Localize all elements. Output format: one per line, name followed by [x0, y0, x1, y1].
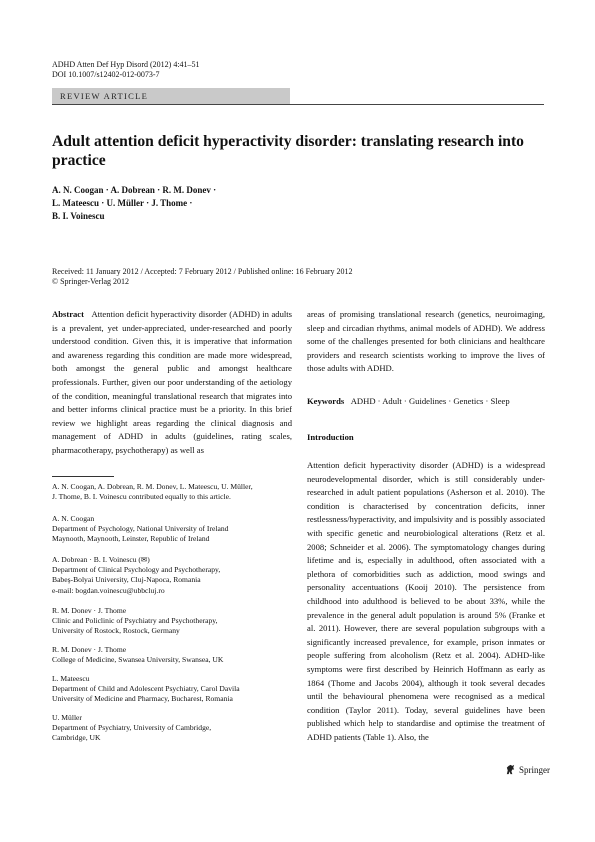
affiliation-line: Department of Clinical Psychology and Psychotherapy,	[52, 565, 221, 575]
affiliation-email: e-mail: bogdan.voinescu@ubbcluj.ro	[52, 585, 165, 595]
header-rule	[52, 104, 544, 105]
abstract-left	[52, 308, 292, 458]
affiliation-line: Maynooth, Maynooth, Leinster, Republic of Ireland	[52, 534, 210, 544]
footnote-rule	[52, 476, 114, 477]
author-line: A. N. Coogan · A. Dobrean · R. M. Donev ·	[52, 185, 217, 195]
affiliation-block	[52, 713, 292, 744]
keywords	[307, 395, 545, 407]
publisher-logo	[505, 764, 550, 775]
affiliation-line: University of Medicine and Pharmacy, Bucharest, Romania	[52, 694, 233, 704]
equal-contribution-note	[52, 482, 292, 502]
article-type-label: REVIEW ARTICLE	[60, 91, 149, 101]
affiliation-line: Cambridge, UK	[52, 733, 101, 743]
abstract-label: Abstract	[52, 309, 84, 319]
affiliation-line: University of Rostock, Rostock, Germany	[52, 626, 180, 636]
introduction-text: Attention deficit hyperactivity disorder (ADHD) is a widespread neurodevelopmental disorder, which is still considerably under-researched in adult patient populations (Asherson et al. 2010). The condition is characterised by concentration deficits, inner restlessness/hyperactivity, and impulsivity and is possibly associated with specific genetic and neurobiological alterations (Retz et al. 2008; Schneider et al. 2006). The symptomatology changes during lifetime and is, especially in adulthood, often associated with a plethora of comorbidities such as addiction, mood swings and personality accentuations (Kooij 2010). The persistence from childhood into adulthood is believed to be about 33%, while the prevalence in the general adult population is around 5% (Franke et al. 2011). However, there are several population subgroups with a significantly increased prevalence, for example, prison inmates or people suffering from alcoholism (Retz et al. 2004). ADHD-like symptoms were first described by Heinrich Hoffmann as early as 1864 (Thome and Jacobs 2004), although it took several decades until the behavioural phenomena were recognised as a medical condition (Taylor 2011). Today, several guidelines have been published which help to standardise and optimise the treatment of ADHD patients (Table 1). Also, the	[307, 460, 545, 742]
affiliation-authors: L. Mateescu	[52, 674, 90, 683]
affiliation-line: Babeş-Bolyai University, Cluj-Napoca, Romania	[52, 575, 201, 585]
affiliation-line: Department of Psychiatry, University of Cambridge,	[52, 723, 212, 733]
author-list	[52, 184, 352, 223]
publisher-name: Springer	[519, 764, 550, 775]
affiliation-block	[52, 555, 292, 596]
affiliation-block	[52, 514, 292, 545]
history-dates: Received: 11 January 2012 / Accepted: 7 February 2012 / Published online: 16 February 2012	[52, 267, 353, 276]
doi: DOI 10.1007/s12402-012-0073-7	[52, 70, 160, 79]
affiliation-line: Department of Child and Adolescent Psychiatry, Carol Davila	[52, 684, 240, 694]
affiliation-authors: A. N. Coogan	[52, 514, 95, 523]
abstract-text-left: Attention deficit hyperactivity disorder (ADHD) in adults is a prevalent, yet under-appreciated, under-researched and poorly understood condition. Given this, it is imperative that information and awareness regarding this condition are made more widespread, both amongst the general public and amongst healthcare professionals. Further, given our poor understanding of the aetiology of the condition, meaningful translational research that migrates into and better informs clinical practice must be a priority. In this brief review we highlight areas regarding the clinical diagnosis and management of ADHD in adults (guidelines, rating scales, pharmacotherapy, psychotherapy) as well as	[52, 309, 292, 455]
footnote-line: J. Thome, B. I. Voinescu contributed equally to this article.	[52, 492, 231, 502]
abstract-text-right: areas of promising translational research (genetics, neuroimaging, sleep and circadian rhythms, animal models of ADHD). We address some of the challenges presented for both clinicians and healthcare providers and research scientists working to improve the lives of those adults with ADHD.	[307, 309, 545, 374]
paper-title: Adult attention deficit hyperactivity disorder: translating research into practice	[52, 133, 524, 169]
springer-horse-icon	[505, 764, 516, 775]
affiliation-authors: U. Müller	[52, 713, 82, 722]
affiliation-authors: R. M. Donev · J. Thome	[52, 606, 127, 615]
abstract-right	[307, 308, 545, 376]
author-line: B. I. Voinescu	[52, 211, 105, 221]
affiliation-block	[52, 606, 292, 637]
article-dates	[52, 267, 472, 287]
introduction-heading: Introduction	[307, 432, 354, 442]
affiliation-authors: A. Dobrean · B. I. Voinescu (✉)	[52, 555, 150, 564]
footnote-line: A. N. Coogan, A. Dobrean, R. M. Donev, L. Mateescu, U. Müller,	[52, 482, 253, 491]
affiliation-line: College of Medicine, Swansea University, Swansea, UK	[52, 655, 224, 665]
article-type-band	[52, 88, 290, 105]
copyright: © Springer-Verlag 2012	[52, 277, 130, 286]
introduction-body	[307, 459, 545, 744]
affiliation-line: Clinic and Policlinic of Psychiatry and Psychotherapy,	[52, 616, 218, 626]
affiliation-block	[52, 674, 292, 705]
affiliation-line: Department of Psychology, National University of Ireland	[52, 524, 229, 534]
affiliation-block	[52, 645, 292, 665]
keywords-text: ADHD · Adult · Guidelines · Genetics · Sleep	[350, 396, 510, 406]
journal-citation: ADHD Atten Def Hyp Disord (2012) 4:41–51	[52, 60, 200, 69]
author-line: L. Mateescu · U. Müller · J. Thome ·	[52, 198, 193, 208]
affiliation-authors: R. M. Donev · J. Thome	[52, 645, 127, 654]
keywords-label: Keywords	[307, 396, 345, 406]
